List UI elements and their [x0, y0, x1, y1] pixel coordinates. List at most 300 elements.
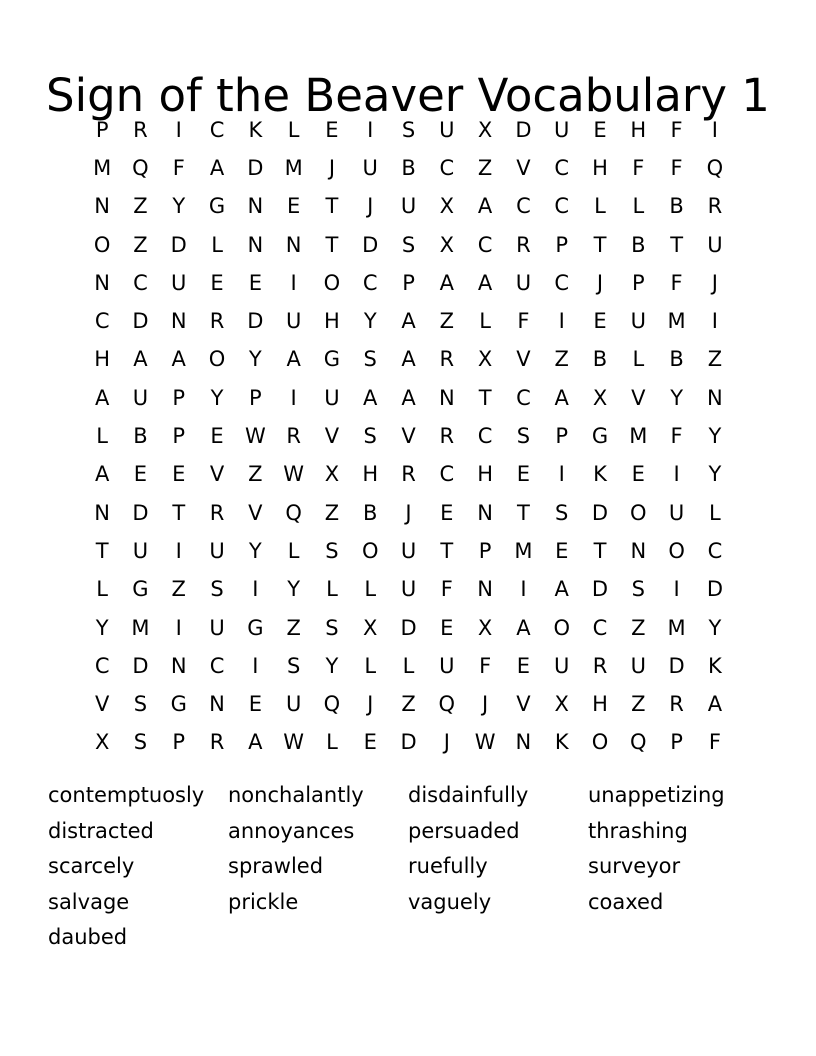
grid-letter: N — [285, 232, 302, 257]
grid-letter: M — [284, 155, 303, 180]
grid-letter: Y — [95, 615, 109, 640]
grid-letter: Q — [630, 730, 647, 755]
grid-letter: V — [516, 692, 531, 717]
grid-letter: A — [477, 194, 493, 219]
grid-letter: S — [210, 577, 224, 602]
grid-letter: V — [516, 155, 531, 180]
grid-letter: T — [593, 232, 607, 257]
grid-letter: G — [208, 194, 226, 219]
grid-letter: Y — [287, 577, 301, 602]
word-list-item: coaxed — [588, 889, 664, 914]
grid-letter: Z — [248, 462, 263, 487]
grid-letter: U — [285, 309, 302, 334]
grid-letter: X — [554, 692, 569, 717]
grid-letter: A — [401, 385, 416, 410]
grid-letter: A — [439, 270, 454, 295]
grid-letter: Q — [132, 155, 149, 180]
grid-letter: D — [668, 653, 685, 678]
grid-letter: U — [132, 538, 149, 563]
grid-letter: V — [324, 424, 340, 449]
page-title: Sign of the Beaver Vocabulary 1 — [46, 69, 770, 123]
grid-letter: Z — [133, 194, 148, 219]
grid-letter: U — [171, 270, 187, 295]
grid-letter: U — [515, 270, 532, 295]
grid-letter: X — [439, 194, 455, 219]
grid-letter: A — [133, 347, 148, 372]
grid-letter: E — [631, 462, 645, 487]
grid-letter: R — [439, 347, 455, 372]
grid-letter: Y — [708, 615, 722, 640]
grid-letter: J — [328, 155, 336, 180]
grid-letter: B — [631, 232, 646, 257]
grid-letter: X — [477, 347, 493, 372]
grid-letter: I — [711, 309, 718, 334]
grid-letter: E — [593, 117, 607, 142]
word-list-item: persuaded — [408, 818, 520, 843]
word-list-item: surveyor — [588, 854, 681, 879]
grid-letter: A — [554, 385, 569, 410]
grid-letter: T — [478, 385, 492, 410]
grid-letter: A — [94, 462, 110, 487]
grid-letter: E — [516, 462, 531, 487]
grid-letter: C — [439, 462, 455, 487]
grid-letter: D — [132, 500, 149, 525]
grid-letter: C — [554, 270, 570, 295]
grid-letter: D — [591, 577, 609, 602]
grid-letter: N — [477, 577, 493, 602]
grid-letter: C — [477, 424, 493, 449]
grid-letter: X — [363, 615, 378, 640]
word-list-item: scarcely — [48, 854, 135, 879]
grid-letter: J — [482, 692, 489, 717]
grid-letter: H — [324, 309, 340, 334]
grid-letter: W — [283, 730, 305, 755]
grid-letter: I — [175, 615, 182, 640]
grid-letter: L — [364, 577, 377, 602]
grid-letter: U — [630, 653, 646, 678]
grid-letter: S — [325, 615, 339, 640]
grid-letter: Z — [707, 347, 723, 372]
grid-letter: F — [670, 270, 683, 295]
grid-letter: T — [440, 538, 454, 563]
grid-letter: A — [516, 615, 531, 640]
grid-letter: X — [477, 615, 493, 640]
grid-letter: D — [362, 232, 379, 257]
grid-letter: T — [517, 500, 530, 525]
grid-letter: H — [477, 462, 494, 487]
grid-letter: E — [593, 309, 607, 334]
grid-letter: C — [94, 653, 110, 678]
grid-letter: C — [707, 538, 723, 563]
grid-letter: Z — [477, 155, 493, 180]
grid-letter: U — [285, 692, 302, 717]
grid-letter: M — [667, 615, 686, 640]
grid-letter: J — [443, 730, 450, 755]
grid-letter: I — [520, 577, 527, 602]
grid-letter: N — [209, 692, 225, 717]
grid-letter: S — [401, 232, 416, 257]
grid-letter: Z — [286, 615, 301, 640]
grid-letter: E — [440, 615, 454, 640]
grid-letter: Y — [210, 385, 224, 410]
grid-letter: F — [670, 117, 683, 142]
grid-letter: J — [405, 500, 412, 525]
grid-letter: I — [558, 462, 565, 487]
grid-letter: F — [172, 155, 185, 180]
grid-letter: O — [553, 615, 570, 640]
grid-letter: D — [591, 500, 609, 525]
word-list-item: daubed — [48, 925, 128, 950]
grid-letter: F — [632, 155, 645, 180]
grid-letter: L — [709, 500, 721, 525]
grid-letter: K — [593, 462, 607, 487]
grid-letter: N — [707, 385, 723, 410]
grid-letter: T — [172, 500, 186, 525]
grid-letter: I — [175, 538, 182, 563]
grid-letter: L — [594, 194, 606, 219]
grid-letter: D — [247, 309, 264, 334]
grid-letter: U — [209, 538, 225, 563]
grid-letter: D — [706, 577, 723, 602]
grid-letter: P — [249, 385, 262, 410]
grid-letter: Y — [670, 385, 684, 410]
grid-letter: G — [247, 615, 264, 640]
grid-letter: I — [711, 117, 718, 142]
grid-letter: A — [401, 347, 416, 372]
grid-letter: L — [96, 577, 108, 602]
grid-letter: W — [244, 424, 266, 449]
grid-letter: M — [514, 538, 533, 563]
grid-letter: Q — [438, 692, 456, 717]
grid-letter: U — [439, 117, 455, 142]
grid-letter: K — [708, 653, 722, 678]
grid-letter: Z — [631, 692, 646, 717]
grid-letter: U — [400, 577, 417, 602]
grid-letter: Y — [708, 462, 722, 487]
grid-letter: T — [593, 538, 607, 563]
word-list-item: vaguely — [408, 889, 492, 914]
grid-letter: L — [479, 309, 491, 334]
grid-letter: N — [515, 730, 532, 755]
grid-letter: F — [670, 424, 683, 449]
grid-letter: Y — [172, 194, 186, 219]
grid-letter: Z — [631, 615, 646, 640]
grid-letter: R — [707, 194, 723, 219]
grid-letter: E — [210, 270, 224, 295]
grid-letter: L — [402, 653, 415, 678]
grid-letter: L — [364, 653, 377, 678]
grid-letter: E — [248, 692, 262, 717]
grid-letter: A — [171, 347, 186, 372]
grid-letter: V — [209, 462, 225, 487]
grid-letter: M — [629, 424, 648, 449]
grid-letter: V — [631, 385, 646, 410]
grid-letter: S — [631, 577, 645, 602]
grid-letter: R — [209, 309, 225, 334]
grid-letter: A — [363, 385, 378, 410]
grid-letter: S — [363, 347, 377, 372]
grid-letter: C — [516, 194, 531, 219]
grid-letter: H — [630, 117, 647, 142]
grid-letter: B — [669, 194, 684, 219]
word-list — [48, 778, 768, 956]
grid-letter: A — [401, 309, 416, 334]
grid-letter: S — [133, 692, 148, 717]
grid-letter: P — [172, 730, 186, 755]
grid-letter: O — [668, 538, 685, 563]
grid-letter: U — [630, 309, 646, 334]
grid-letter: H — [94, 347, 111, 372]
grid-letter: F — [440, 577, 453, 602]
grid-letter: E — [286, 194, 301, 219]
grid-letter: A — [248, 730, 263, 755]
grid-letter: X — [324, 462, 340, 487]
grid-letter: N — [247, 232, 264, 257]
grid-letter: R — [209, 500, 225, 525]
word-list-item: thrashing — [588, 818, 688, 843]
grid-letter: X — [592, 385, 608, 410]
grid-letter: R — [439, 424, 455, 449]
grid-letter: C — [362, 270, 378, 295]
grid-letter: Y — [248, 538, 262, 563]
grid-letter: W — [474, 730, 496, 755]
grid-letter: S — [401, 117, 416, 142]
grid-letter: D — [132, 653, 149, 678]
grid-letter: N — [94, 194, 110, 219]
grid-letter: G — [591, 424, 609, 449]
word-list-item: unappetizing — [588, 783, 725, 807]
grid-letter: Q — [285, 500, 302, 525]
grid-letter: O — [361, 538, 379, 563]
grid-letter: E — [133, 462, 148, 487]
grid-letter: L — [632, 194, 645, 219]
grid-letter: U — [400, 538, 417, 563]
grid-letter: X — [439, 232, 455, 257]
grid-letter: I — [367, 117, 374, 142]
grid-letter: U — [324, 385, 340, 410]
grid-letter: L — [211, 232, 223, 257]
grid-letter: V — [401, 424, 416, 449]
grid-letter: R — [669, 692, 684, 717]
grid-letter: N — [170, 653, 187, 678]
grid-letter: E — [440, 500, 454, 525]
grid-letter: C — [209, 117, 225, 142]
grid-letter: R — [133, 117, 148, 142]
grid-letter: R — [209, 730, 225, 755]
grid-letter: C — [439, 155, 455, 180]
grid-letter: O — [93, 232, 111, 257]
grid-letter: S — [363, 424, 377, 449]
grid-letter: B — [592, 347, 608, 372]
grid-letter: D — [170, 232, 187, 257]
grid-letter: Z — [324, 500, 340, 525]
grid-letter: I — [252, 653, 259, 678]
grid-letter: U — [707, 232, 723, 257]
grid-letter: C — [94, 309, 110, 334]
grid-letter: W — [283, 462, 305, 487]
grid-letter: B — [363, 500, 378, 525]
grid-letter: C — [209, 653, 225, 678]
grid-letter: V — [248, 500, 263, 525]
word-list-item: contemptuosly — [48, 783, 205, 807]
grid-letter: A — [94, 385, 110, 410]
grid-letter: L — [287, 117, 300, 142]
grid-letter: I — [175, 117, 182, 142]
grid-letter: L — [326, 730, 338, 755]
grid-letter: Z — [554, 347, 569, 372]
grid-letter: U — [209, 615, 225, 640]
grid-letter: B — [401, 155, 416, 180]
grid-letter: U — [439, 653, 455, 678]
grid-letter: V — [516, 347, 531, 372]
grid-letter: J — [367, 692, 374, 717]
grid-letter: Q — [706, 155, 724, 180]
grid-letter: O — [591, 730, 609, 755]
grid-letter: P — [172, 424, 186, 449]
grid-letter: P — [631, 270, 645, 295]
grid-letter: U — [668, 500, 685, 525]
grid-letter: P — [172, 385, 186, 410]
grid-letter: F — [517, 309, 530, 334]
grid-letter: Y — [363, 309, 377, 334]
grid-letter: D — [247, 155, 264, 180]
grid-letter: A — [286, 347, 301, 372]
word-list-item: salvage — [48, 889, 130, 914]
grid-letter: R — [286, 424, 301, 449]
grid-letter: F — [479, 653, 492, 678]
word-list-item: distracted — [48, 818, 154, 843]
grid-letter: D — [132, 309, 149, 334]
grid-letter: N — [94, 270, 110, 295]
grid-letter: C — [516, 385, 531, 410]
grid-letter: J — [596, 270, 604, 295]
grid-letter: J — [367, 194, 374, 219]
grid-letter: V — [94, 692, 110, 717]
grid-letter: C — [592, 615, 608, 640]
word-list-item: nonchalantly — [228, 783, 364, 807]
grid-letter: B — [669, 347, 684, 372]
grid-letter: P — [555, 232, 569, 257]
grid-letter: S — [286, 653, 301, 678]
grid-letter: T — [670, 232, 684, 257]
grid-letter: S — [325, 538, 339, 563]
grid-letter: C — [133, 270, 148, 295]
grid-letter: Z — [401, 692, 416, 717]
grid-letter: K — [248, 117, 263, 142]
grid-letter: A — [209, 155, 225, 180]
grid-letter: O — [630, 500, 647, 525]
grid-letter: K — [554, 730, 569, 755]
grid-letter: E — [555, 538, 569, 563]
grid-letter: O — [208, 347, 226, 372]
grid-letter: P — [555, 424, 569, 449]
grid-letter: N — [170, 309, 187, 334]
grid-letter: N — [630, 538, 647, 563]
grid-letter: T — [325, 194, 339, 219]
word-list-item: disdainfully — [408, 783, 529, 807]
grid-letter: C — [554, 155, 570, 180]
grid-letter: I — [290, 385, 297, 410]
word-list-item: prickle — [228, 889, 299, 914]
grid-letter: P — [95, 117, 109, 142]
grid-letter: U — [132, 385, 149, 410]
grid-letter: A — [707, 692, 723, 717]
letter-grid — [83, 111, 734, 762]
grid-letter: E — [516, 653, 531, 678]
grid-letter: B — [133, 424, 148, 449]
word-list-item: sprawled — [228, 854, 324, 879]
grid-letter: N — [94, 500, 110, 525]
grid-letter: Y — [708, 424, 722, 449]
grid-letter: U — [554, 117, 570, 142]
grid-letter: I — [290, 270, 297, 295]
grid-letter: R — [516, 232, 531, 257]
grid-letter: T — [325, 232, 339, 257]
grid-letter: J — [711, 270, 718, 295]
grid-letter: X — [477, 117, 493, 142]
word-list-item: annoyances — [228, 818, 355, 843]
grid-letter: F — [708, 730, 721, 755]
grid-letter: D — [515, 117, 532, 142]
grid-letter: L — [326, 577, 338, 602]
grid-letter: I — [558, 309, 565, 334]
grid-letter: D — [400, 615, 417, 640]
grid-letter: A — [477, 270, 493, 295]
grid-letter: I — [673, 462, 680, 487]
grid-letter: E — [172, 462, 186, 487]
grid-letter: C — [554, 194, 570, 219]
word-list-item: ruefully — [408, 854, 488, 879]
grid-letter: I — [252, 577, 259, 602]
grid-letter: C — [477, 232, 493, 257]
grid-letter: Z — [171, 577, 186, 602]
grid-letter: Y — [248, 347, 262, 372]
grid-letter: G — [323, 347, 341, 372]
grid-letter: Q — [323, 692, 341, 717]
grid-letter: U — [362, 155, 378, 180]
grid-letter: H — [592, 692, 608, 717]
grid-letter: S — [516, 424, 531, 449]
grid-letter: M — [93, 155, 112, 180]
grid-letter: P — [402, 270, 415, 295]
grid-letter: E — [210, 424, 224, 449]
grid-letter: R — [592, 653, 608, 678]
grid-letter: L — [632, 347, 645, 372]
grid-letter: Z — [439, 309, 455, 334]
grid-letter: D — [400, 730, 417, 755]
grid-letter: S — [555, 500, 569, 525]
grid-letter: F — [670, 155, 683, 180]
grid-letter: A — [554, 577, 569, 602]
grid-letter: G — [170, 692, 187, 717]
grid-letter: S — [133, 730, 148, 755]
grid-letter: I — [673, 577, 680, 602]
grid-letter: U — [554, 653, 570, 678]
grid-letter: T — [95, 538, 109, 563]
grid-letter: M — [131, 615, 150, 640]
grid-letter: P — [670, 730, 683, 755]
grid-letter: E — [248, 270, 262, 295]
grid-letter: L — [287, 538, 300, 563]
grid-letter: H — [362, 462, 379, 487]
grid-letter: X — [94, 730, 110, 755]
grid-letter: O — [323, 270, 341, 295]
grid-letter: N — [477, 500, 493, 525]
grid-letter: P — [478, 538, 492, 563]
grid-letter: G — [132, 577, 149, 602]
grid-letter: N — [438, 385, 455, 410]
grid-letter: Y — [325, 653, 339, 678]
